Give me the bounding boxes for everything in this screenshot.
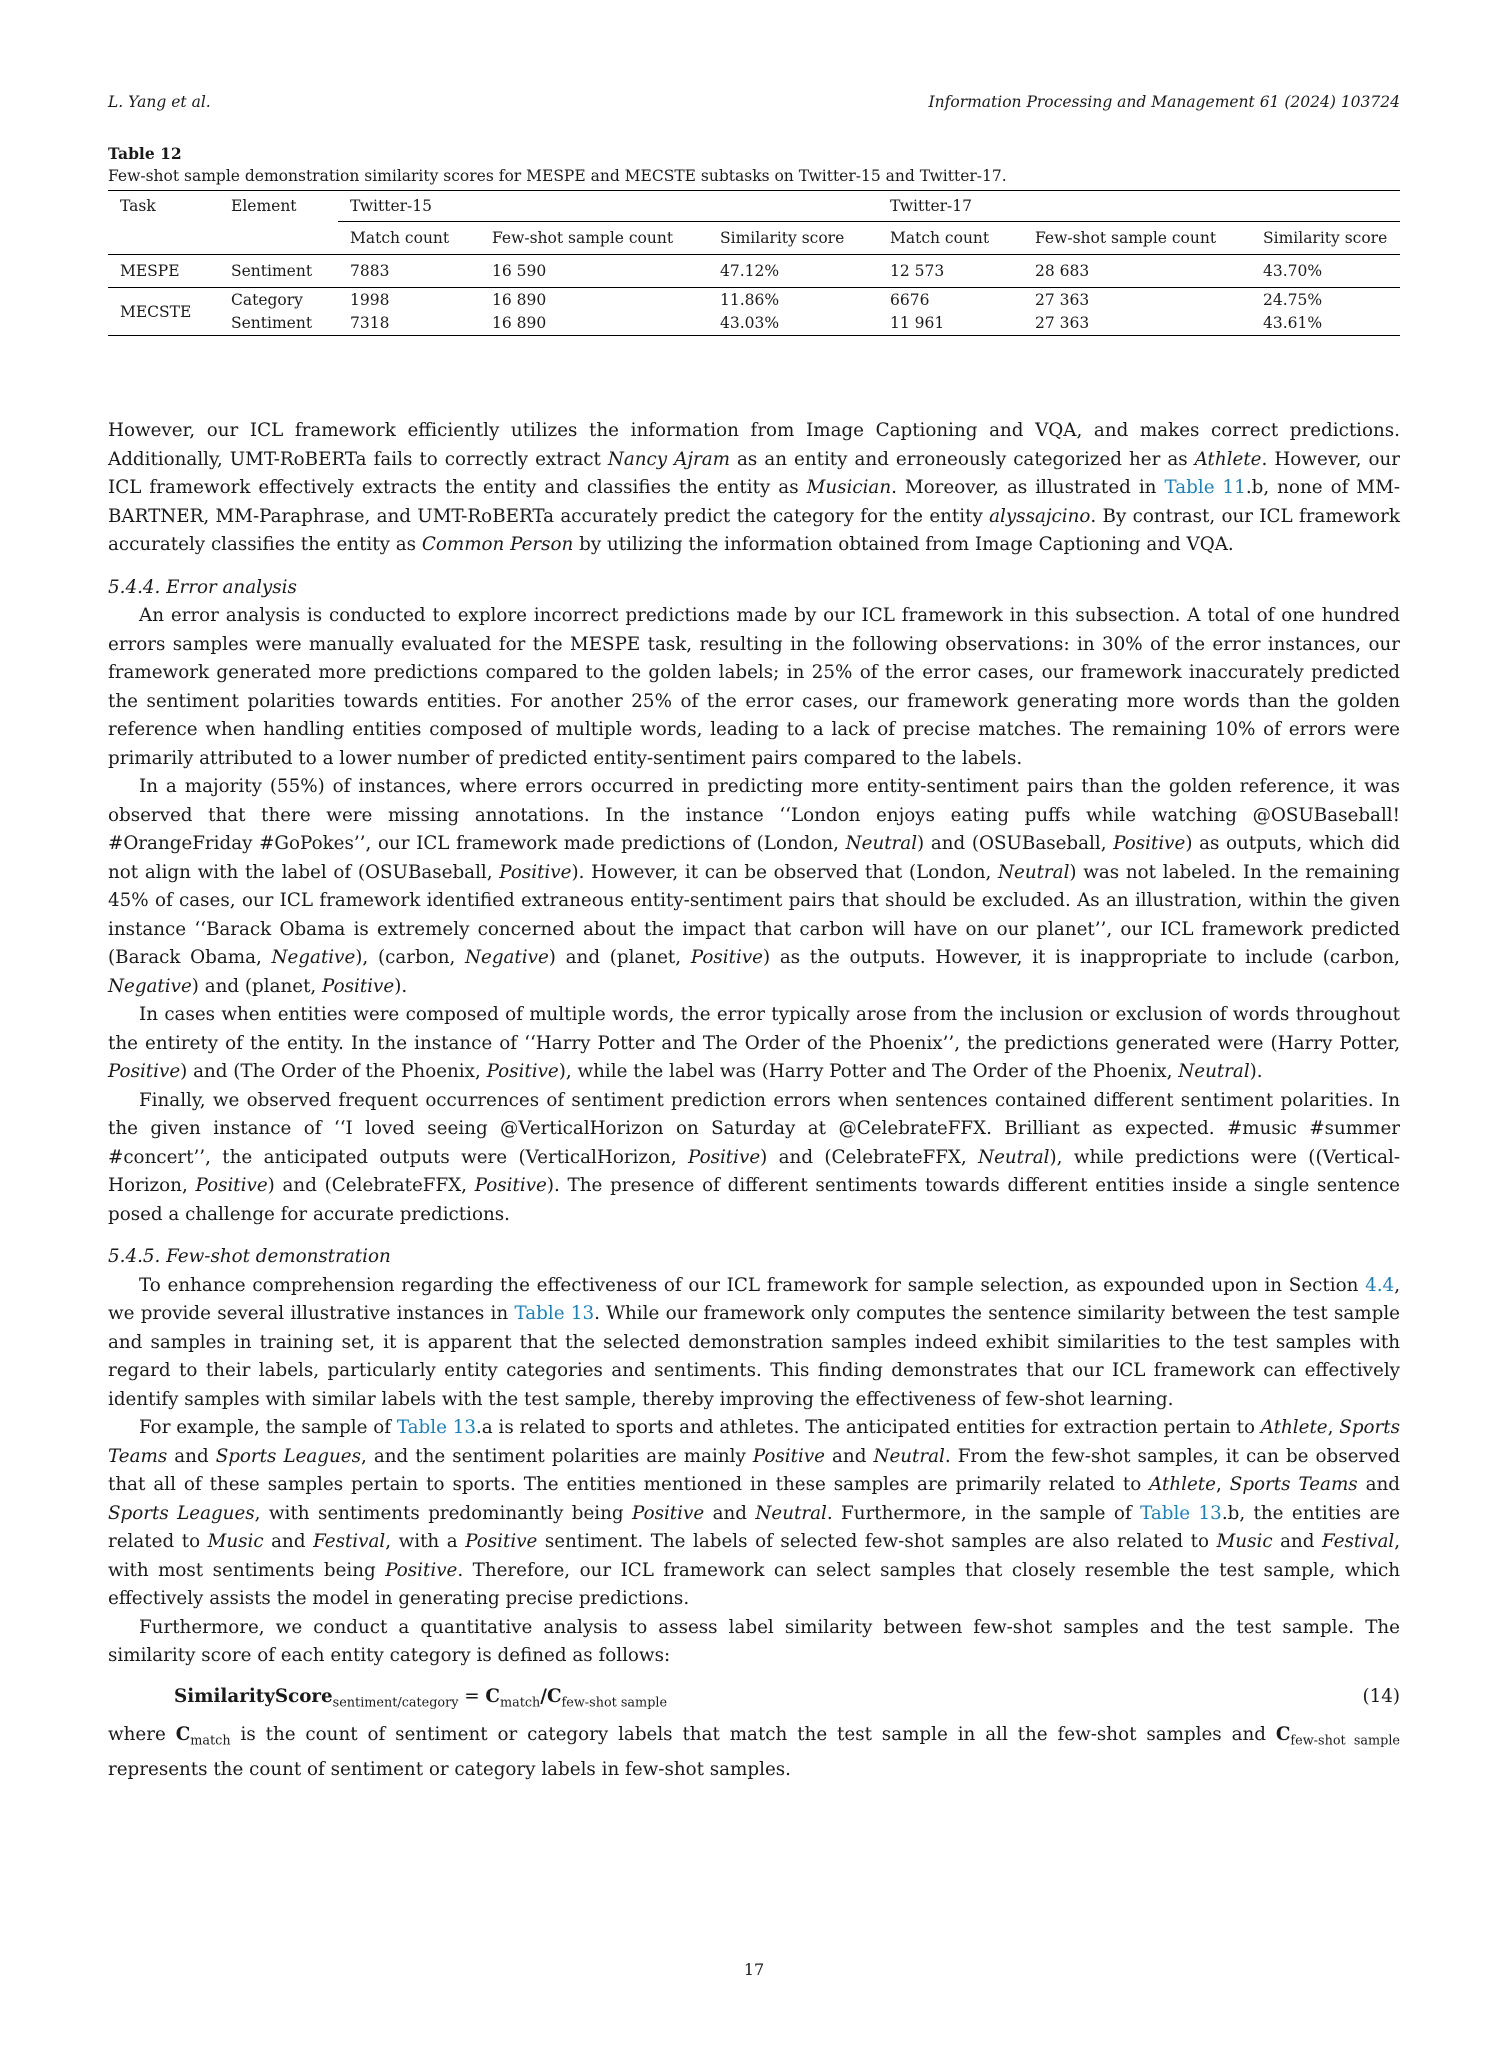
cell-m17: 11 961 [890, 314, 945, 333]
cell-f17: 27 363 [1035, 290, 1090, 309]
page-number: 17 [743, 1960, 765, 1979]
table-row [108, 255, 1400, 288]
cell-s15: 11.86% [720, 290, 780, 309]
section-title-5-4-4: 5.4.4. Error analysis [108, 576, 297, 598]
cell-m15: 7883 [350, 262, 390, 280]
cell-m15: 1998 [350, 290, 390, 309]
cell-m15: 7318 [350, 314, 390, 333]
col-group-twitter15: Twitter-15 [338, 191, 878, 222]
equation-equals: = [458, 1685, 486, 1707]
cell-f15: 16 890 [492, 290, 547, 309]
table-label: Table 12 [108, 144, 182, 163]
table-row [108, 288, 1400, 312]
equation-body [174, 1683, 667, 1718]
link-table-13b[interactable]: Table 13 [1140, 1502, 1222, 1524]
col-match-17: Match count [890, 229, 990, 247]
cell-m17: 6676 [890, 290, 930, 309]
cell-s17: 43.61% [1263, 314, 1323, 333]
col-group-twitter17: Twitter-17 [878, 191, 1400, 222]
equation-number: (14) [1362, 1685, 1400, 1707]
equation-c-match: C [485, 1685, 500, 1707]
cell-f17: 27 363 [1035, 314, 1090, 333]
col-similarity-15: Similarity score [720, 229, 845, 247]
table-caption [108, 143, 1007, 187]
table-12 [108, 190, 1400, 336]
paragraph: Finally, we observed frequent occurrences of sentiment prediction errors when sentences contained different sentiment polarities. In the given instance of ‘‘I loved seeing @VerticalHorizon on Saturday at @CelebrateFFX. Brilliant as expected. #music #summer #concert’’, the anticipated outputs were (VerticalHorizon, Positive) and (CelebrateFFX, Neutral), while predictions were ((Vertical-Horizon, Positive) and (CelebrateFFX, Positive). The presence of different sentiments towards different entities inside a single sentence posed a challenge for accurate predictions. [108, 1089, 1401, 1225]
link-section-4-4[interactable]: 4.4 [1365, 1274, 1395, 1296]
equation-c-match-sub: match [499, 1695, 541, 1711]
cell-s17: 24.75% [1263, 290, 1323, 309]
paragraph: where $C_{match}$ is the count of sentiment or category labels that match the test sample in all the few-shot samples and $C_{few-shot sample}$ represents the count of sentiment or category labels in few-shot samples. [108, 1723, 1401, 1780]
col-match-15: Match count [350, 229, 450, 247]
cell-f15: 16 590 [492, 262, 547, 280]
equation-lhs: SimilarityScore [174, 1685, 333, 1707]
col-similarity-17: Similarity score [1263, 229, 1388, 247]
cell-s15: 47.12% [720, 262, 780, 280]
col-element: Element [231, 197, 297, 216]
link-table-13a[interactable]: Table 13 [396, 1417, 476, 1438]
col-fewshot-15: Few-shot sample count [492, 229, 674, 247]
equation-slash: / [540, 1685, 547, 1707]
paragraph: For example, the sample of Table 13.a is related to sports and athletes. The anticipated entities for extraction pertain to Athlete, Sports Teams and Sports Leagues, and the sentiment polarities are mainly Positive and Neutral. From the few-shot samples, it can be observed that all of these samples pertain to sports. The entities mentioned in these samples are primarily related to Athlete, Sports Teams and Sports Leagues, with sentiments predominantly being Positive and Neutral. Furthermore, in the sample of Table 13.b, the entities are related to Music and Festival, with a Positive sentiment. The labels of selected few-shot samples are also related to Music and Festival, with most sentiments being Positive. Therefore, our ICL framework can select samples that closely resemble the test sample, which effectively assists the model in generating precise predictions. [108, 1417, 1401, 1609]
table-caption-text: Few-shot sample demonstration similarity scores for MESPE and MECSTE subtasks on Twitter-15 and Twitter-17. [108, 167, 1007, 185]
table-header-row [108, 191, 1400, 222]
section-title-5-4-5: 5.4.5. Few-shot demonstration [108, 1246, 391, 1267]
cell-task: MESPE [120, 262, 180, 280]
cell-s17: 43.70% [1263, 262, 1323, 280]
cell-f17: 28 683 [1035, 262, 1090, 280]
cell-element: Category [231, 290, 303, 309]
cell-element: Sentiment [231, 314, 313, 333]
table-subheader-row [108, 222, 1400, 255]
cell-f15: 16 890 [492, 314, 547, 333]
equation-c-fewshot-sub: few-shot sample [561, 1695, 668, 1711]
link-table-13[interactable]: Table 13 [514, 1303, 595, 1324]
paragraph: In a majority (55%) of instances, where errors occurred in predicting more entity-sentiment pairs than the golden reference, it was observed that there were missing annotations. In the instance ‘‘London enjoys eating puffs while watching @OSUBaseball! #OrangeFriday #GoPokes’’, our ICL framework made predictions of (London, Neutral) and (OSUBaseball, Positive) as outputs, which did not align with the label of (OSUBaseball, Positive). However, it can be observed that (London, Neutral) was not labeled. In the remaining 45% of cases, our ICL framework identified extraneous entity-sentiment pairs that should be excluded. As an illustration, within the given instance ‘‘Barack Obama is extremely concerned about the impact that carbon will have on our planet’’, our ICL framework predicted (Barack Obama, Negative), (carbon, Negative) and (planet, Positive) as the outputs. However, it is inappropriate to include (carbon, Negative) and (planet, Positive). [108, 776, 1400, 997]
paragraph: An error analysis is conducted to explore incorrect predictions made by our ICL framework in this subsection. A total of one hundred errors samples were manually evaluated for the MESPE task, resulting in the following observations: in 30% of the error instances, our framework generated more predictions compared to the golden labels; in 25% of the error cases, our framework inaccurately predicted the sentiment polarities towards entities. For another 25% of the error cases, our framework generating more words than the golden reference when handling entities composed of multiple words, leading to a lack of precise matches. The remaining 10% of errors were primarily attributed to a lower number of predicted entity-sentiment pairs compared to the labels. [108, 605, 1400, 769]
cell-m17: 12 573 [890, 262, 945, 280]
link-table-11[interactable]: Table 11 [1164, 477, 1246, 498]
cell-element: Sentiment [231, 262, 313, 280]
cell-task: MECSTE [108, 288, 219, 336]
equation-c-fewshot: C [546, 1685, 562, 1707]
equation-lhs-sub: sentiment/category [332, 1695, 459, 1711]
paragraph: Furthermore, we conduct a quantitative analysis to assess label similarity between few-shot samples and the test sample. The similarity score of each entity category is defined as follows: [108, 1616, 1400, 1666]
body-text [108, 417, 1400, 1784]
equation-14 [108, 1679, 1400, 1721]
paragraph: To enhance comprehension regarding the effectiveness of our ICL framework for sample selection, as expounded upon in Section 4.4, we provide several illustrative instances in Table 13. While our framework only computes the sentence similarity between the test sample and samples in training set, it is apparent that the selected demonstration samples indeed exhibit similarities to the test samples with regard to their labels, particularly entity categories and sentiments. This finding demonstrates that our ICL framework can effectively identify samples with similar labels with the test sample, thereby improving the effectiveness of few-shot learning. [108, 1274, 1400, 1410]
header-authors: L. Yang et al. [108, 93, 211, 111]
col-task: Task [120, 197, 156, 216]
header-journal: Information Processing and Management 61 (2024) 103724 [928, 93, 1400, 111]
paragraph: In cases when entities were composed of multiple words, the error typically arose from the inclusion or exclusion of words throughout the entirety of the entity. In the instance of ‘‘Harry Potter and The Order of the Phoenix’’, the predictions generated were (Harry Potter, Positive) and (The Order of the Phoenix, Positive), while the label was (Harry Potter and The Order of the Phoenix, Neutral). [108, 1004, 1400, 1082]
table-row [108, 312, 1400, 336]
col-fewshot-17: Few-shot sample count [1035, 229, 1217, 247]
paragraph-continued: However, our ICL framework efficiently utilizes the information from Image Captioning and VQA, and makes correct predictions. Additionally, UMT-RoBERTa fails to correctly extract Nancy Ajram as an entity and erroneously categorized her as Athlete. However, our ICL framework effectively extracts the entity and classifies the entity as Musician. Moreover, as illustrated in Table 11.b, none of MM-BARTNER, MM-Paraphrase, and UMT-RoBERTa accurately predict the category for the entity alyssajcino. By contrast, our ICL framework accurately classifies the entity as Common Person by utilizing the information obtained from Image Captioning and VQA. [108, 420, 1401, 555]
cell-s15: 43.03% [720, 314, 780, 333]
